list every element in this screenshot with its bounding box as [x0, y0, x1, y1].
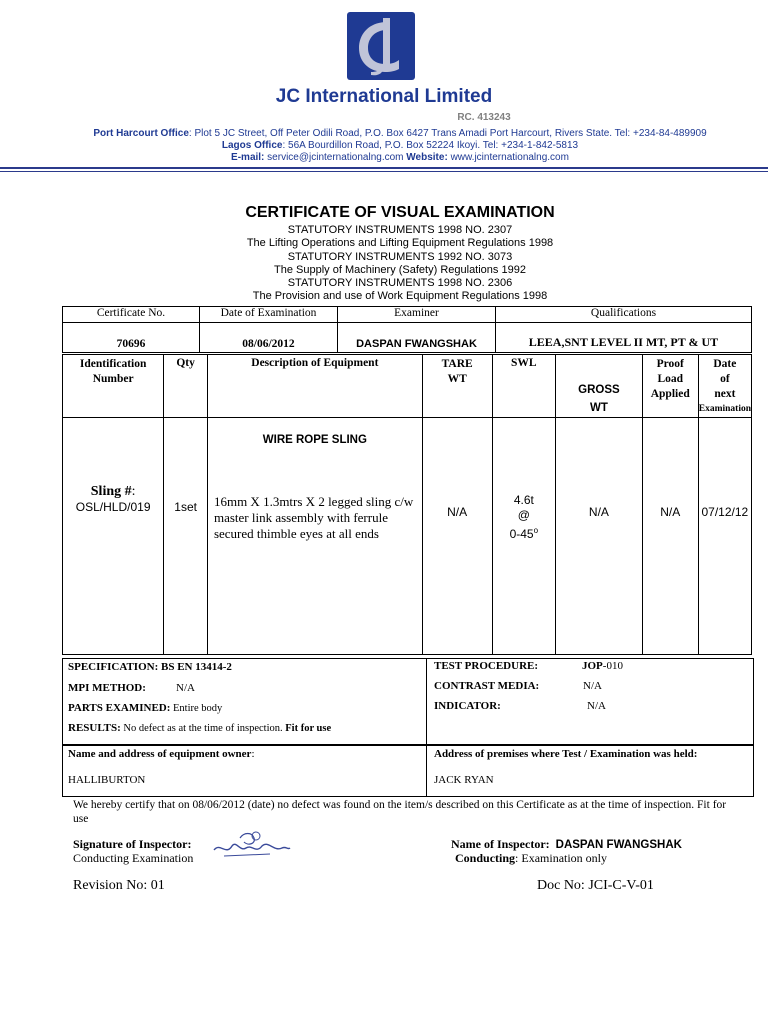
owner-label-text: Name and address of equipment owner — [68, 748, 252, 760]
swl-line-2: @ — [517, 508, 530, 522]
tare-header: TARE WT — [422, 355, 492, 418]
regulation-line: STATUTORY INSTRUMENTS 1998 NO. 2307 — [287, 224, 513, 236]
ph-office-label: Port Harcourt Office — [93, 128, 189, 139]
contact-line — [0, 152, 768, 164]
cert-no-header: Certificate No. — [63, 307, 200, 323]
exam-date-header: Date of Examination — [200, 307, 338, 323]
results-fit: Fit for use — [282, 723, 332, 734]
company-logo — [347, 12, 415, 80]
qty-header: Qty — [164, 355, 208, 418]
inspector-name-label: Name of Inspector: — [451, 837, 550, 851]
spec-divider — [426, 659, 427, 744]
indicator-value: N/A — [587, 700, 606, 712]
gross-header: GROSS WT — [556, 355, 643, 418]
contrast-media-label: CONTRAST MEDIA: — [434, 680, 540, 692]
description-text: 16mm X 1.3mtrs X 2 legged sling c/w master link assembly with ferrule secured thimble eyes at all ends — [213, 494, 414, 541]
email-link[interactable]: service@jcinternationalng.com — [267, 152, 404, 163]
swl-header: SWL — [492, 355, 556, 418]
signature-sub: Conducting Examination — [73, 851, 194, 865]
sling-label-colon: : — [131, 484, 136, 499]
swl-value — [492, 418, 556, 655]
document-title: CERTIFICATE OF VISUAL EXAMINATION — [245, 204, 555, 221]
owner-label — [68, 748, 255, 760]
lagos-office-text: : 56A Bourdillon Road, P.O. Box 52224 Ikoyi. Tel: +234-1-842-5813 — [282, 140, 579, 151]
inspector-name-line — [451, 837, 682, 852]
regulation-line: The Lifting Operations and Lifting Equipment Regulations 1998 — [246, 237, 554, 249]
revision-number: Revision No: 01 — [73, 878, 165, 893]
regulation-line: The Provision and use of Work Equipment Regulations 1998 — [252, 290, 548, 302]
gross-value: N/A — [556, 418, 643, 655]
owner-divider — [426, 746, 427, 796]
sling-label — [63, 484, 163, 500]
qualifications-header: Qualifications — [496, 307, 752, 323]
results-label: RESULTS: — [68, 722, 121, 734]
ident-header: Identification Number — [63, 355, 164, 418]
mpi-label: MPI METHOD: — [68, 682, 146, 694]
qty-value: 1set — [164, 418, 208, 655]
proof-value: N/A — [642, 418, 698, 655]
mpi-value: N/A — [176, 682, 195, 694]
ph-office-text: : Plot 5 JC Street, Off Peter Odili Road, P.O. Box 6427 Trans Amadi Port Harcourt, Rivers State. Tel: +234-84-489909 — [188, 128, 707, 139]
swl-line-1: 4.6t — [513, 493, 534, 507]
conducting-line — [455, 851, 607, 866]
cert-value-row — [63, 323, 752, 353]
owner-label-colon: : — [251, 748, 255, 760]
swl-angle: 0-45 — [509, 527, 534, 541]
equipment-table — [62, 354, 752, 655]
specification-box — [62, 658, 754, 745]
next-exam-header-sub: Examination — [698, 404, 751, 414]
proof-header: Proof Load Applied — [642, 355, 698, 418]
qualifications-value: LEEA,SNT LEVEL II MT, PT & UT — [496, 323, 752, 353]
rc-number: RC. 413243 — [457, 112, 511, 123]
premises-label: Address of premises where Test / Examination was held: — [434, 748, 698, 760]
cert-header-row — [63, 307, 752, 323]
certification-statement: We hereby certify that on 08/06/2012 (date) no defect was found on the item/s described on this Certificate as at the time of inspection. Fit for use — [73, 799, 727, 825]
indicator-label: INDICATOR: — [434, 700, 501, 712]
examiner-header: Examiner — [338, 307, 496, 323]
description-cell — [207, 418, 422, 655]
inspector-name-value: DASPAN FWANGSHAK — [555, 839, 682, 851]
test-procedure-label: TEST PROCEDURE: — [434, 660, 539, 672]
header-rule-thick — [0, 167, 768, 169]
test-procedure-num: -010 — [602, 660, 623, 672]
equip-header-row — [63, 355, 752, 418]
doc-number: Doc No: JCI-C-V-01 — [537, 878, 654, 893]
regulation-line: STATUTORY INSTRUMENTS 1992 NO. 3073 — [287, 251, 513, 263]
parts-label: PARTS EXAMINED: — [68, 702, 171, 714]
email-label: E-mail: — [231, 152, 265, 163]
regulation-line: The Supply of Machinery (Safety) Regulations 1992 — [274, 264, 526, 276]
conducting-label: Conducting — [455, 851, 516, 865]
ident-cell — [63, 418, 164, 655]
test-procedure-code: JOP — [582, 660, 603, 672]
certificate-info-table — [62, 306, 752, 353]
website-link[interactable]: www.jcinternationalng.com — [450, 152, 569, 163]
inspector-signature — [210, 828, 292, 864]
tare-value: N/A — [422, 418, 492, 655]
lagos-office-label: Lagos Office — [221, 140, 283, 151]
parts-examined — [68, 702, 222, 714]
results — [68, 722, 331, 734]
company-name: JC International Limited — [275, 86, 493, 107]
cert-no-value: 70696 — [63, 323, 200, 353]
sling-id: OSL/HLD/019 — [75, 500, 151, 514]
owner-box — [62, 745, 754, 797]
next-exam-date: 07/12/12 — [698, 418, 751, 655]
premises-value: JACK RYAN — [434, 774, 494, 786]
results-value: No defect as at the time of inspection. — [120, 723, 283, 734]
website-label: Website: — [406, 152, 448, 163]
header-rule-thin — [0, 171, 768, 172]
swl-degree: o — [533, 526, 539, 535]
next-exam-header — [698, 355, 751, 418]
conducting-value: : Examination only — [515, 851, 608, 865]
swl-line-3 — [493, 523, 556, 542]
next-exam-header-text: Date of next — [713, 358, 737, 400]
regulation-line: STATUTORY INSTRUMENTS 1998 NO. 2306 — [287, 277, 513, 289]
lagos-address — [0, 140, 768, 152]
test-procedure-value — [582, 660, 623, 672]
signature-label: Signature of Inspector: — [73, 837, 192, 851]
exam-date-value: 08/06/2012 — [200, 323, 338, 353]
description-header: Description of Equipment — [207, 355, 422, 418]
contrast-media-value: N/A — [583, 680, 602, 692]
parts-value: Entire body — [170, 703, 223, 714]
sling-label-text: Sling # — [90, 484, 132, 499]
examiner-value: DASPAN FWANGSHAK — [338, 323, 496, 353]
equip-data-row — [63, 418, 752, 655]
spec-standard: SPECIFICATION: BS EN 13414-2 — [68, 661, 232, 673]
port-harcourt-address — [0, 128, 768, 140]
description-title: WIRE ROPE SLING — [262, 434, 367, 446]
owner-value: HALLIBURTON — [68, 774, 146, 786]
